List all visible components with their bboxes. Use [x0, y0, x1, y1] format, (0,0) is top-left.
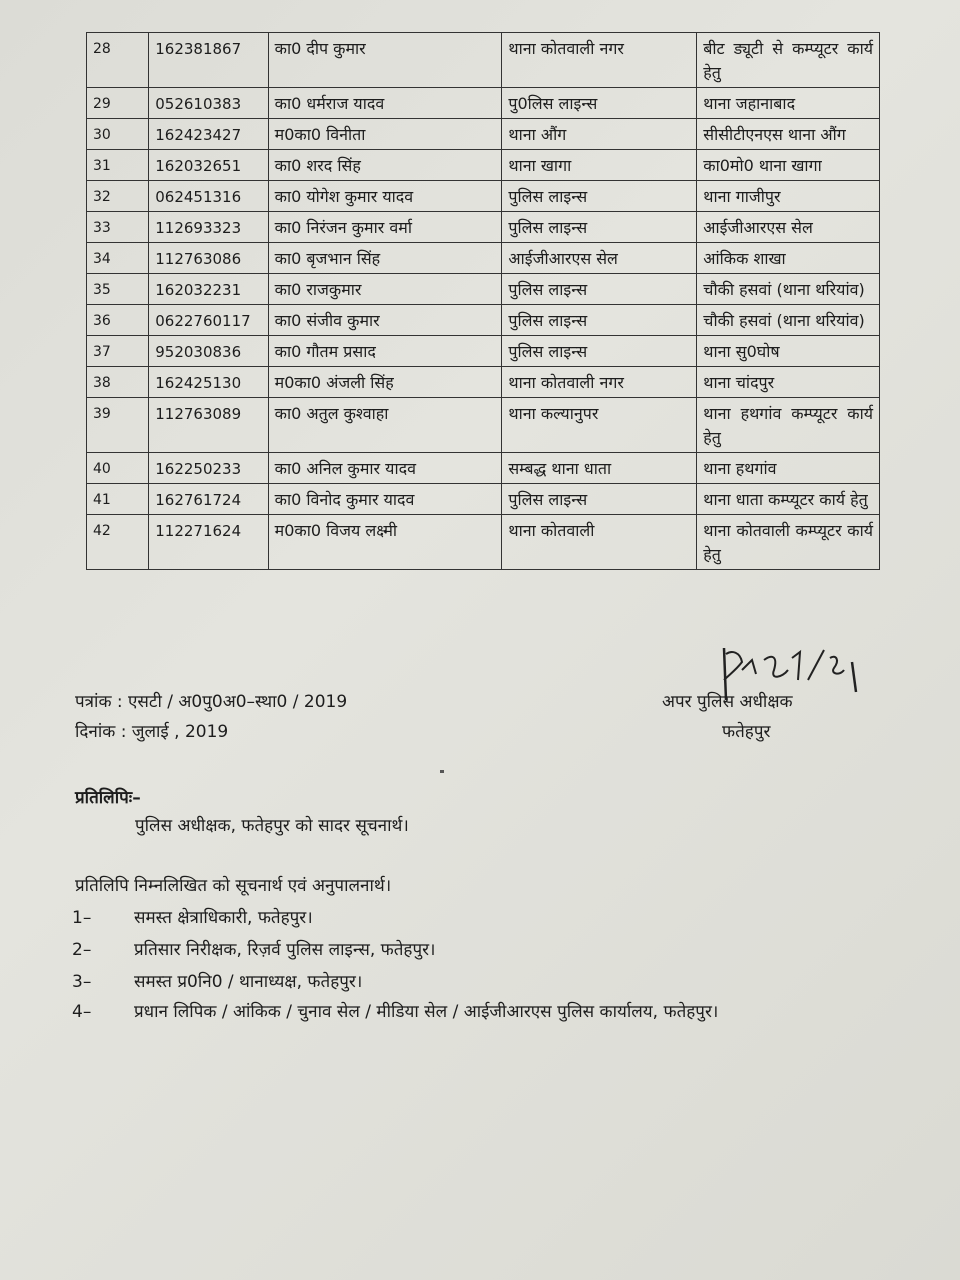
current-posting-cell: पुलिस लाइन्स [502, 484, 697, 515]
employee-name-cell: का0 राजकुमार [268, 274, 502, 305]
copy-item-text: प्रधान लिपिक / आंकिक / चुनाव सेल / मीडिया सेल / आईजीआरएस पुलिस कार्यालय, फतेहपुर। [134, 1002, 719, 1022]
serial-number-cell: 32 [87, 181, 149, 212]
pno-cell: 162250233 [149, 453, 268, 484]
serial-number-cell: 30 [87, 119, 149, 150]
current-posting-cell: थाना कोतवाली [502, 515, 697, 570]
copy-item-number: 1– [72, 908, 92, 928]
signatory-place: फतेहपुर [722, 722, 771, 742]
employee-name-cell: का0 निरंजन कुमार वर्मा [268, 212, 502, 243]
table-row [87, 398, 880, 453]
employee-name-cell: का0 अनिल कुमार यादव [268, 453, 502, 484]
new-posting-cell: थाना धाता कम्प्यूटर कार्य हेतु [697, 484, 880, 515]
copy-heading: प्रतिलिपिः– [75, 788, 141, 808]
signatory-designation: अपर पुलिस अधीक्षक [662, 692, 793, 712]
table-row [87, 515, 880, 570]
table-row [87, 484, 880, 515]
ink-mark [440, 770, 444, 773]
transfer-table-body [87, 33, 880, 570]
serial-number-cell: 38 [87, 367, 149, 398]
current-posting-cell: थाना औंग [502, 119, 697, 150]
new-posting-cell: थाना जहानाबाद [697, 88, 880, 119]
serial-number-cell: 31 [87, 150, 149, 181]
letter-date: दिनांक : जुलाई , 2019 [75, 722, 229, 742]
current-posting-cell: पुलिस लाइन्स [502, 212, 697, 243]
pno-cell: 162423427 [149, 119, 268, 150]
serial-number-cell: 29 [87, 88, 149, 119]
new-posting-cell: आईजीआरएस सेल [697, 212, 880, 243]
pno-cell: 112763086 [149, 243, 268, 274]
employee-name-cell: म0का0 विनीता [268, 119, 502, 150]
pno-cell: 062451316 [149, 181, 268, 212]
employee-name-cell: का0 विनोद कुमार यादव [268, 484, 502, 515]
pno-cell: 052610383 [149, 88, 268, 119]
new-posting-cell: बीट ड्यूटी से कम्प्यूटर कार्य हेतु [697, 33, 880, 88]
current-posting-cell: थाना कोतवाली नगर [502, 367, 697, 398]
new-posting-cell: थाना सु0घोष [697, 336, 880, 367]
serial-number-cell: 33 [87, 212, 149, 243]
new-posting-cell: थाना कोतवाली कम्प्यूटर कार्य हेतु [697, 515, 880, 570]
copy-item-text: समस्त प्र0नि0 / थानाध्यक्ष, फतेहपुर। [134, 972, 363, 992]
current-posting-cell: थाना खागा [502, 150, 697, 181]
current-posting-cell: पु0लिस लाइन्स [502, 88, 697, 119]
table-row [87, 150, 880, 181]
new-posting-cell: थाना हथगांव कम्प्यूटर कार्य हेतु [697, 398, 880, 453]
current-posting-cell: पुलिस लाइन्स [502, 336, 697, 367]
copy-item-text: प्रतिसार निरीक्षक, रिज़र्व पुलिस लाइन्स, फतेहपुर। [134, 940, 436, 960]
copy-main-recipient: पुलिस अधीक्षक, फतेहपुर को सादर सूचनार्थ। [135, 816, 409, 836]
serial-number-cell: 28 [87, 33, 149, 88]
employee-name-cell: का0 दीप कुमार [268, 33, 502, 88]
employee-name-cell: का0 धर्मराज यादव [268, 88, 502, 119]
serial-number-cell: 39 [87, 398, 149, 453]
current-posting-cell: थाना कोतवाली नगर [502, 33, 697, 88]
new-posting-cell: आंकिक शाखा [697, 243, 880, 274]
pno-cell: 112763089 [149, 398, 268, 453]
new-posting-cell: चौकी हसवां (थाना थरियांव) [697, 274, 880, 305]
table-row [87, 243, 880, 274]
table-row [87, 181, 880, 212]
employee-name-cell: म0का0 विजय लक्ष्मी [268, 515, 502, 570]
pno-cell: 162032231 [149, 274, 268, 305]
pno-cell: 112271624 [149, 515, 268, 570]
serial-number-cell: 37 [87, 336, 149, 367]
current-posting-cell: सम्बद्ध थाना धाता [502, 453, 697, 484]
pno-cell: 112693323 [149, 212, 268, 243]
employee-name-cell: का0 शरद सिंह [268, 150, 502, 181]
copy-item-number: 3– [72, 972, 92, 992]
pno-cell: 162381867 [149, 33, 268, 88]
employee-name-cell: म0का0 अंजली सिंह [268, 367, 502, 398]
table-row [87, 336, 880, 367]
employee-name-cell: का0 संजीव कुमार [268, 305, 502, 336]
pno-cell: 162425130 [149, 367, 268, 398]
table-row [87, 119, 880, 150]
serial-number-cell: 41 [87, 484, 149, 515]
new-posting-cell: चौकी हसवां (थाना थरियांव) [697, 305, 880, 336]
copy-item-number: 2– [72, 940, 92, 960]
serial-number-cell: 34 [87, 243, 149, 274]
new-posting-cell: थाना गाजीपुर [697, 181, 880, 212]
employee-name-cell: का0 योगेश कुमार यादव [268, 181, 502, 212]
table-row [87, 212, 880, 243]
new-posting-cell: थाना हथगांव [697, 453, 880, 484]
serial-number-cell: 36 [87, 305, 149, 336]
pno-cell: 162032651 [149, 150, 268, 181]
new-posting-cell: का0मो0 थाना खागा [697, 150, 880, 181]
employee-name-cell: का0 अतुल कुश्वाहा [268, 398, 502, 453]
current-posting-cell: पुलिस लाइन्स [502, 181, 697, 212]
new-posting-cell: थाना चांदपुर [697, 367, 880, 398]
serial-number-cell: 42 [87, 515, 149, 570]
current-posting-cell: पुलिस लाइन्स [502, 274, 697, 305]
employee-name-cell: का0 बृजभान सिंह [268, 243, 502, 274]
table-row [87, 33, 880, 88]
employee-name-cell: का0 गौतम प्रसाद [268, 336, 502, 367]
serial-number-cell: 35 [87, 274, 149, 305]
copy-item-4 [72, 996, 872, 1066]
pno-cell: 162761724 [149, 484, 268, 515]
transfer-table [86, 32, 880, 570]
current-posting-cell: थाना कल्यानुपर [502, 398, 697, 453]
pno-cell: 952030836 [149, 336, 268, 367]
serial-number-cell: 40 [87, 453, 149, 484]
table-row [87, 305, 880, 336]
table-row [87, 453, 880, 484]
letter-reference: पत्रांक : एसटी / अ0पु0अ0–स्था0 / 2019 [75, 692, 348, 712]
new-posting-cell: सीसीटीएनएस थाना औंग [697, 119, 880, 150]
table-row [87, 367, 880, 398]
copy-item-text: समस्त क्षेत्राधिकारी, फतेहपुर। [134, 908, 313, 928]
table-row [87, 274, 880, 305]
pno-cell: 0622760117 [149, 305, 268, 336]
table-row [87, 88, 880, 119]
copy-item-number: 4– [72, 1002, 92, 1022]
current-posting-cell: आईजीआरएस सेल [502, 243, 697, 274]
current-posting-cell: पुलिस लाइन्स [502, 305, 697, 336]
copy-list-heading: प्रतिलिपि निम्नलिखित को सूचनार्थ एवं अनुपालनार्थ। [75, 876, 392, 896]
